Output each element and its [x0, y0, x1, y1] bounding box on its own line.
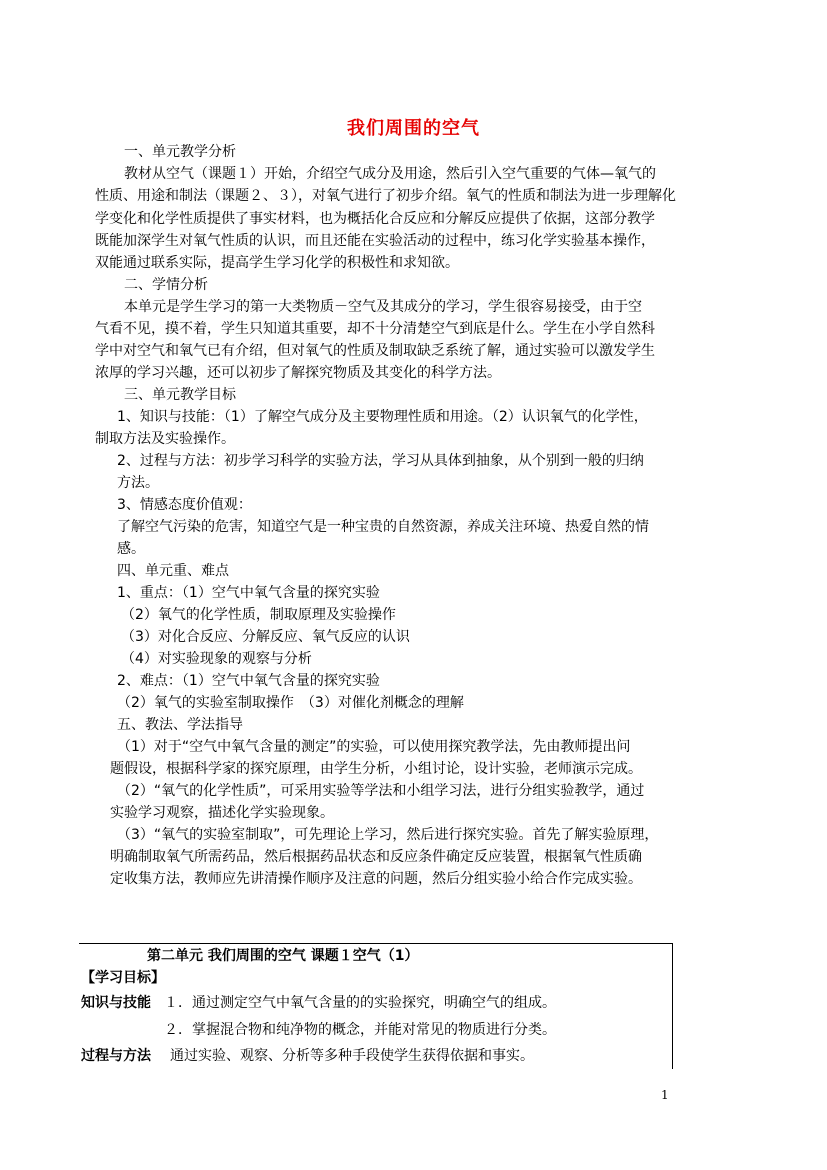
paragraph-line: 气看不见，摸不着，学生只知道其重要，却不十分清楚空气到底是什么。学生在小学自然科 [95, 321, 655, 337]
paragraph-line: 3、情感态度价值观： [117, 497, 252, 513]
paragraph-line: （4）对实验现象的观察与分析 [121, 651, 312, 667]
paragraph-line: 学中对空气和氧气已有介绍，但对氧气的性质及制取缺乏系统了解，通过实验可以激发学生 [95, 343, 655, 359]
section-heading: 三、单元教学目标 [124, 387, 236, 403]
section-heading: 二、学情分析 [124, 277, 208, 293]
paragraph-line: 明确制取氧气所需药品，然后根据药品状态和反应条件确定反应装置，根据氧气性质确 [110, 849, 642, 865]
paragraph-line: 2、过程与方法：初步学习科学的实验方法，学习从具体到抽象，从个别到一般的归纳 [117, 453, 644, 469]
knowledge-label: 知识与技能 [81, 995, 151, 1011]
paragraph-line: 定收集方法，教师应先讲清操作顺序及注意的问题，然后分组实验小给合作完成实验。 [110, 871, 642, 887]
paragraph-line: （1）对于“空气中氧气含量的测定”的实验，可以使用探究教学法，先由教师提出问 [117, 739, 631, 755]
process-text: 通过实验、观察、分析等多种手段使学生获得依据和事实。 [170, 1048, 534, 1064]
document-title: 我们周围的空气 [347, 118, 480, 139]
paragraph-line: （3）对化合反应、分解反应、氧气反应的认识 [121, 629, 410, 645]
paragraph-line: 1、知识与技能：（1）了解空气成分及主要物理性质和用途。（2）认识氧气的化学性， [117, 409, 648, 425]
knowledge-item: ２．掌握混合物和纯净物的概念，并能对常见的物质进行分类。 [164, 1022, 556, 1038]
table-top-border [79, 943, 672, 944]
paragraph-line: 感。 [117, 541, 145, 557]
section-heading: 四、单元重、难点 [117, 563, 229, 579]
section-heading: 一、单元教学分析 [124, 144, 236, 160]
paragraph-line: （2）氧气的化学性质，制取原理及实验操作 [121, 607, 396, 623]
section-heading: 五、教法、学法指导 [117, 717, 243, 733]
paragraph-line: 方法。 [117, 475, 159, 491]
paragraph-line: 学变化和化学性质提供了事实材料，也为概括化合反应和分解反应提供了依据，这部分教学 [95, 211, 655, 227]
paragraph-line: 题假设，根据科学家的探究原理，由学生分析，小组讨论，设计实验，老师演示完成。 [110, 761, 642, 777]
paragraph-line: 1、重点：（1）空气中氧气含量的探究实验 [117, 585, 380, 601]
objectives-label: 【学习目标】 [81, 970, 165, 986]
paragraph-line: 双能通过联系实际，提高学生学习化学的积极性和求知欲。 [95, 255, 459, 271]
paragraph-line: 性质、用途和制法（课题２、３），对氧气进行了初步介绍。氧气的性质和制法为进一步理解化 [95, 188, 676, 204]
process-label: 过程与方法 [81, 1048, 151, 1064]
paragraph-line: （3）“氧气的实验室制取”，可先理论上学习，然后进行探究实验。首先了解实验原理， [117, 827, 659, 843]
paragraph-line: 教材从空气（课题１）开始，介绍空气成分及用途，然后引入空气重要的气体—氧气的 [124, 166, 656, 182]
table-right-border [672, 943, 673, 1069]
paragraph-line: 浓厚的学习兴趣，还可以初步了解探究物质及其变化的科学方法。 [95, 365, 501, 381]
lesson-header: 第二单元 我们周围的空气 课题１空气（1） [147, 948, 419, 964]
paragraph-line: 2、难点：（1）空气中氧气含量的探究实验 [117, 673, 380, 689]
paragraph-line: 了解空气污染的危害，知道空气是一种宝贵的自然资源，养成关注环境、热爱自然的情 [117, 519, 649, 535]
paragraph-line: 既能加深学生对氧气性质的认识，而且还能在实验活动的过程中，练习化学实验基本操作， [95, 233, 655, 249]
paragraph-line: （2）氧气的实验室制取操作 （3）对催化剂概念的理解 [117, 695, 464, 711]
knowledge-item: １．通过测定空气中氧气含量的的实验探究，明确空气的组成。 [164, 995, 556, 1011]
paragraph-line: （2）“氧气的化学性质”，可采用实验等学法和小组学习法，进行分组实验教学，通过 [117, 783, 645, 799]
paragraph-line: 本单元是学生学习的第一大类物质－空气及其成分的学习，学生很容易接受，由于空 [124, 299, 642, 315]
paragraph-line: 实验学习观察，描述化学实验现象。 [110, 805, 334, 821]
paragraph-line: 制取方法及实验操作。 [95, 431, 235, 447]
page-number: 1 [661, 1088, 669, 1102]
